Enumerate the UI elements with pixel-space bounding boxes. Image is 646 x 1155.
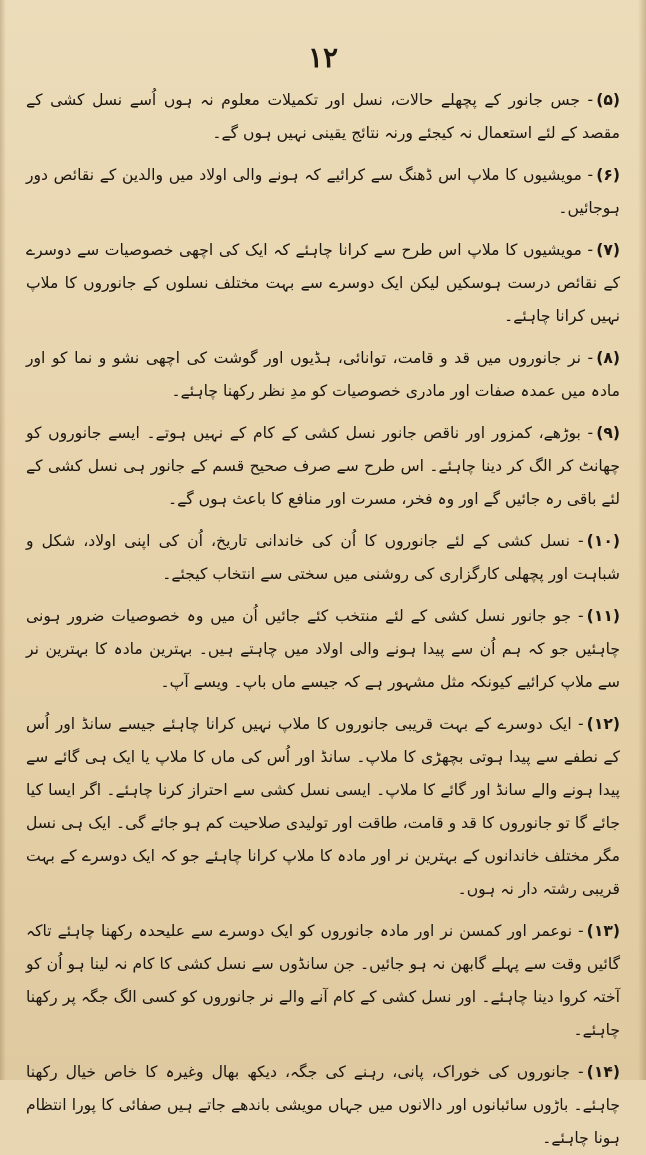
paragraph-13 (26, 915, 620, 1047)
paragraph-number: (۱۱) (586, 607, 620, 625)
paragraph-text: - ایک دوسرے کے بہت قریبی جانوروں کا ملاپ نہیں کرانا چاہئے جیسے سانڈ اور اُس کے نطفے سے پیدا ہوتی بچھڑی کا ملاپ۔ سانڈ اور اُس کی ماں کا ملاپ یا ایک ہی گائے سے پیدا ہونے والے سانڈ اور گائے کا ملاپ۔ ایسی نسل کشی سے احتراز کرنا چاہئے۔ اگر ایسا کیا جائے گا تو جانوروں کا قد و قامت، طاقت اور تولیدی صلاحیت کم ہو جائے گی۔ ایک ہی نسل مگر مختلف خاندانوں کے بہترین نر اور مادہ کا ملاپ کرانا چاہئے جو کہ ایک دوسرے کے بہت قریبی رشتہ دار نہ ہوں۔ (26, 715, 620, 898)
paragraph-7 (26, 234, 620, 333)
paragraph-text: - مویشیوں کا ملاپ اس ڈھنگ سے کرائیے کہ ہونے والی اولاد میں والدین کے نقائص دور ہوجائیں۔ (26, 166, 620, 217)
paragraph-6 (26, 159, 620, 225)
paragraph-10 (26, 525, 620, 591)
paragraph-9 (26, 417, 620, 516)
paragraph-number: (۹) (596, 424, 620, 442)
paragraph-text: - مویشیوں کا ملاپ اس طرح سے کرانا چاہئے کہ ایک کی اچھی خصوصیات سے دوسرے کے نقائص درست ہوسکیں لیکن ایک دوسرے سے بہت مختلف نسلوں کے جانوروں کا ملاپ نہیں کرانا چاہئے۔ (26, 241, 620, 325)
paragraph-number: (۱۴) (586, 1063, 620, 1081)
paragraph-number: (۸) (596, 349, 620, 367)
paragraph-8 (26, 342, 620, 408)
paragraph-text: - جو جانور نسل کشی کے لئے منتخب کئے جائیں اُن میں وہ خصوصیات ضرور ہونی چاہئیں جو کہ ہم اُن سے پیدا ہونے والی اولاد میں چاہتے ہیں۔ بہترین مادہ کا بہترین نر سے ملاپ کرائیے کیونکہ مثل مشہور ہے کہ جیسے ماں باپ۔ ویسے آپ۔ (26, 607, 620, 691)
paragraph-text: - نوعمر اور کمسن نر اور مادہ جانوروں کو ایک دوسرے سے علیحدہ رکھنا چاہئے تاکہ گائیں وقت سے پہلے گابھن نہ ہو جائیں۔ جن سانڈوں سے نسل کشی کا کام نہ لینا ہو اُن کو آختہ کروا دینا چاہئے۔ اور نسل کشی کے کام آنے والے نر جانوروں کو کسی الگ جگہ پر رکھنا چاہئے۔ (26, 922, 620, 1039)
paragraph-number: (۱۳) (586, 922, 620, 940)
paragraph-number: (۶) (596, 166, 620, 184)
paragraph-5 (26, 84, 620, 150)
paragraph-text: - بوڑھے، کمزور اور ناقص جانور نسل کشی کے کام کے نہیں ہوتے۔ ایسے جانوروں کو چھانٹ کر الگ کر دینا چاہئے۔ اس طرح سے صرف صحیح قسم کے جانور ہی نسل کشی کے لئے باقی رہ جائیں گے اور وہ فخر، مسرت اور منافع کا باعث ہوں گے۔ (26, 424, 620, 508)
paragraph-text: - نر جانوروں میں قد و قامت، توانائی، ہڈیوں اور گوشت کی اچھی نشو و نما کو اور مادہ میں عمدہ صفات اور مادری خصوصیات کو مدِ نظر رکھنا چاہئے۔ (26, 349, 620, 400)
paragraph-text: - نسل کشی کے لئے جانوروں کا اُن کی خاندانی تاریخ، اُن کی اپنی اولاد، شکل و شباہت اور پچھلی کارگزاری کی روشنی میں سختی سے انتخاب کیجئے۔ (26, 532, 620, 583)
paragraph-text: - جانوروں کی خوراک، پانی، رہنے کی جگہ، دیکھ بھال وغیرہ کا خاص خیال رکھنا چاہئے۔ باڑوں سائبانوں اور دالانوں میں جہاں مویشی باندھے جاتے ہیں صفائی کا پورا انتظام ہونا چاہئے۔ (26, 1063, 620, 1147)
paragraph-number: (۷) (596, 241, 620, 259)
scan-shadow-left (0, 0, 6, 1080)
paragraph-11 (26, 600, 620, 699)
paragraph-number: (۱۰) (586, 532, 620, 550)
paragraph-number: (۱۲) (586, 715, 620, 733)
paragraph-text: - جس جانور کے پچھلے حالات، نسل اور تکمیلات معلوم نہ ہوں اُسے نسل کشی کے مقصد کے لئے استعمال نہ کیجئے ورنہ نتائج یقینی نہیں ہوں گے۔ (26, 91, 620, 142)
page-number: ۱۲ (307, 41, 339, 74)
paragraph-number: (۵) (596, 91, 620, 109)
paragraph-14 (26, 1056, 620, 1155)
page-body (26, 84, 620, 1155)
paragraph-12 (26, 708, 620, 906)
scan-shadow-right (638, 0, 646, 1080)
